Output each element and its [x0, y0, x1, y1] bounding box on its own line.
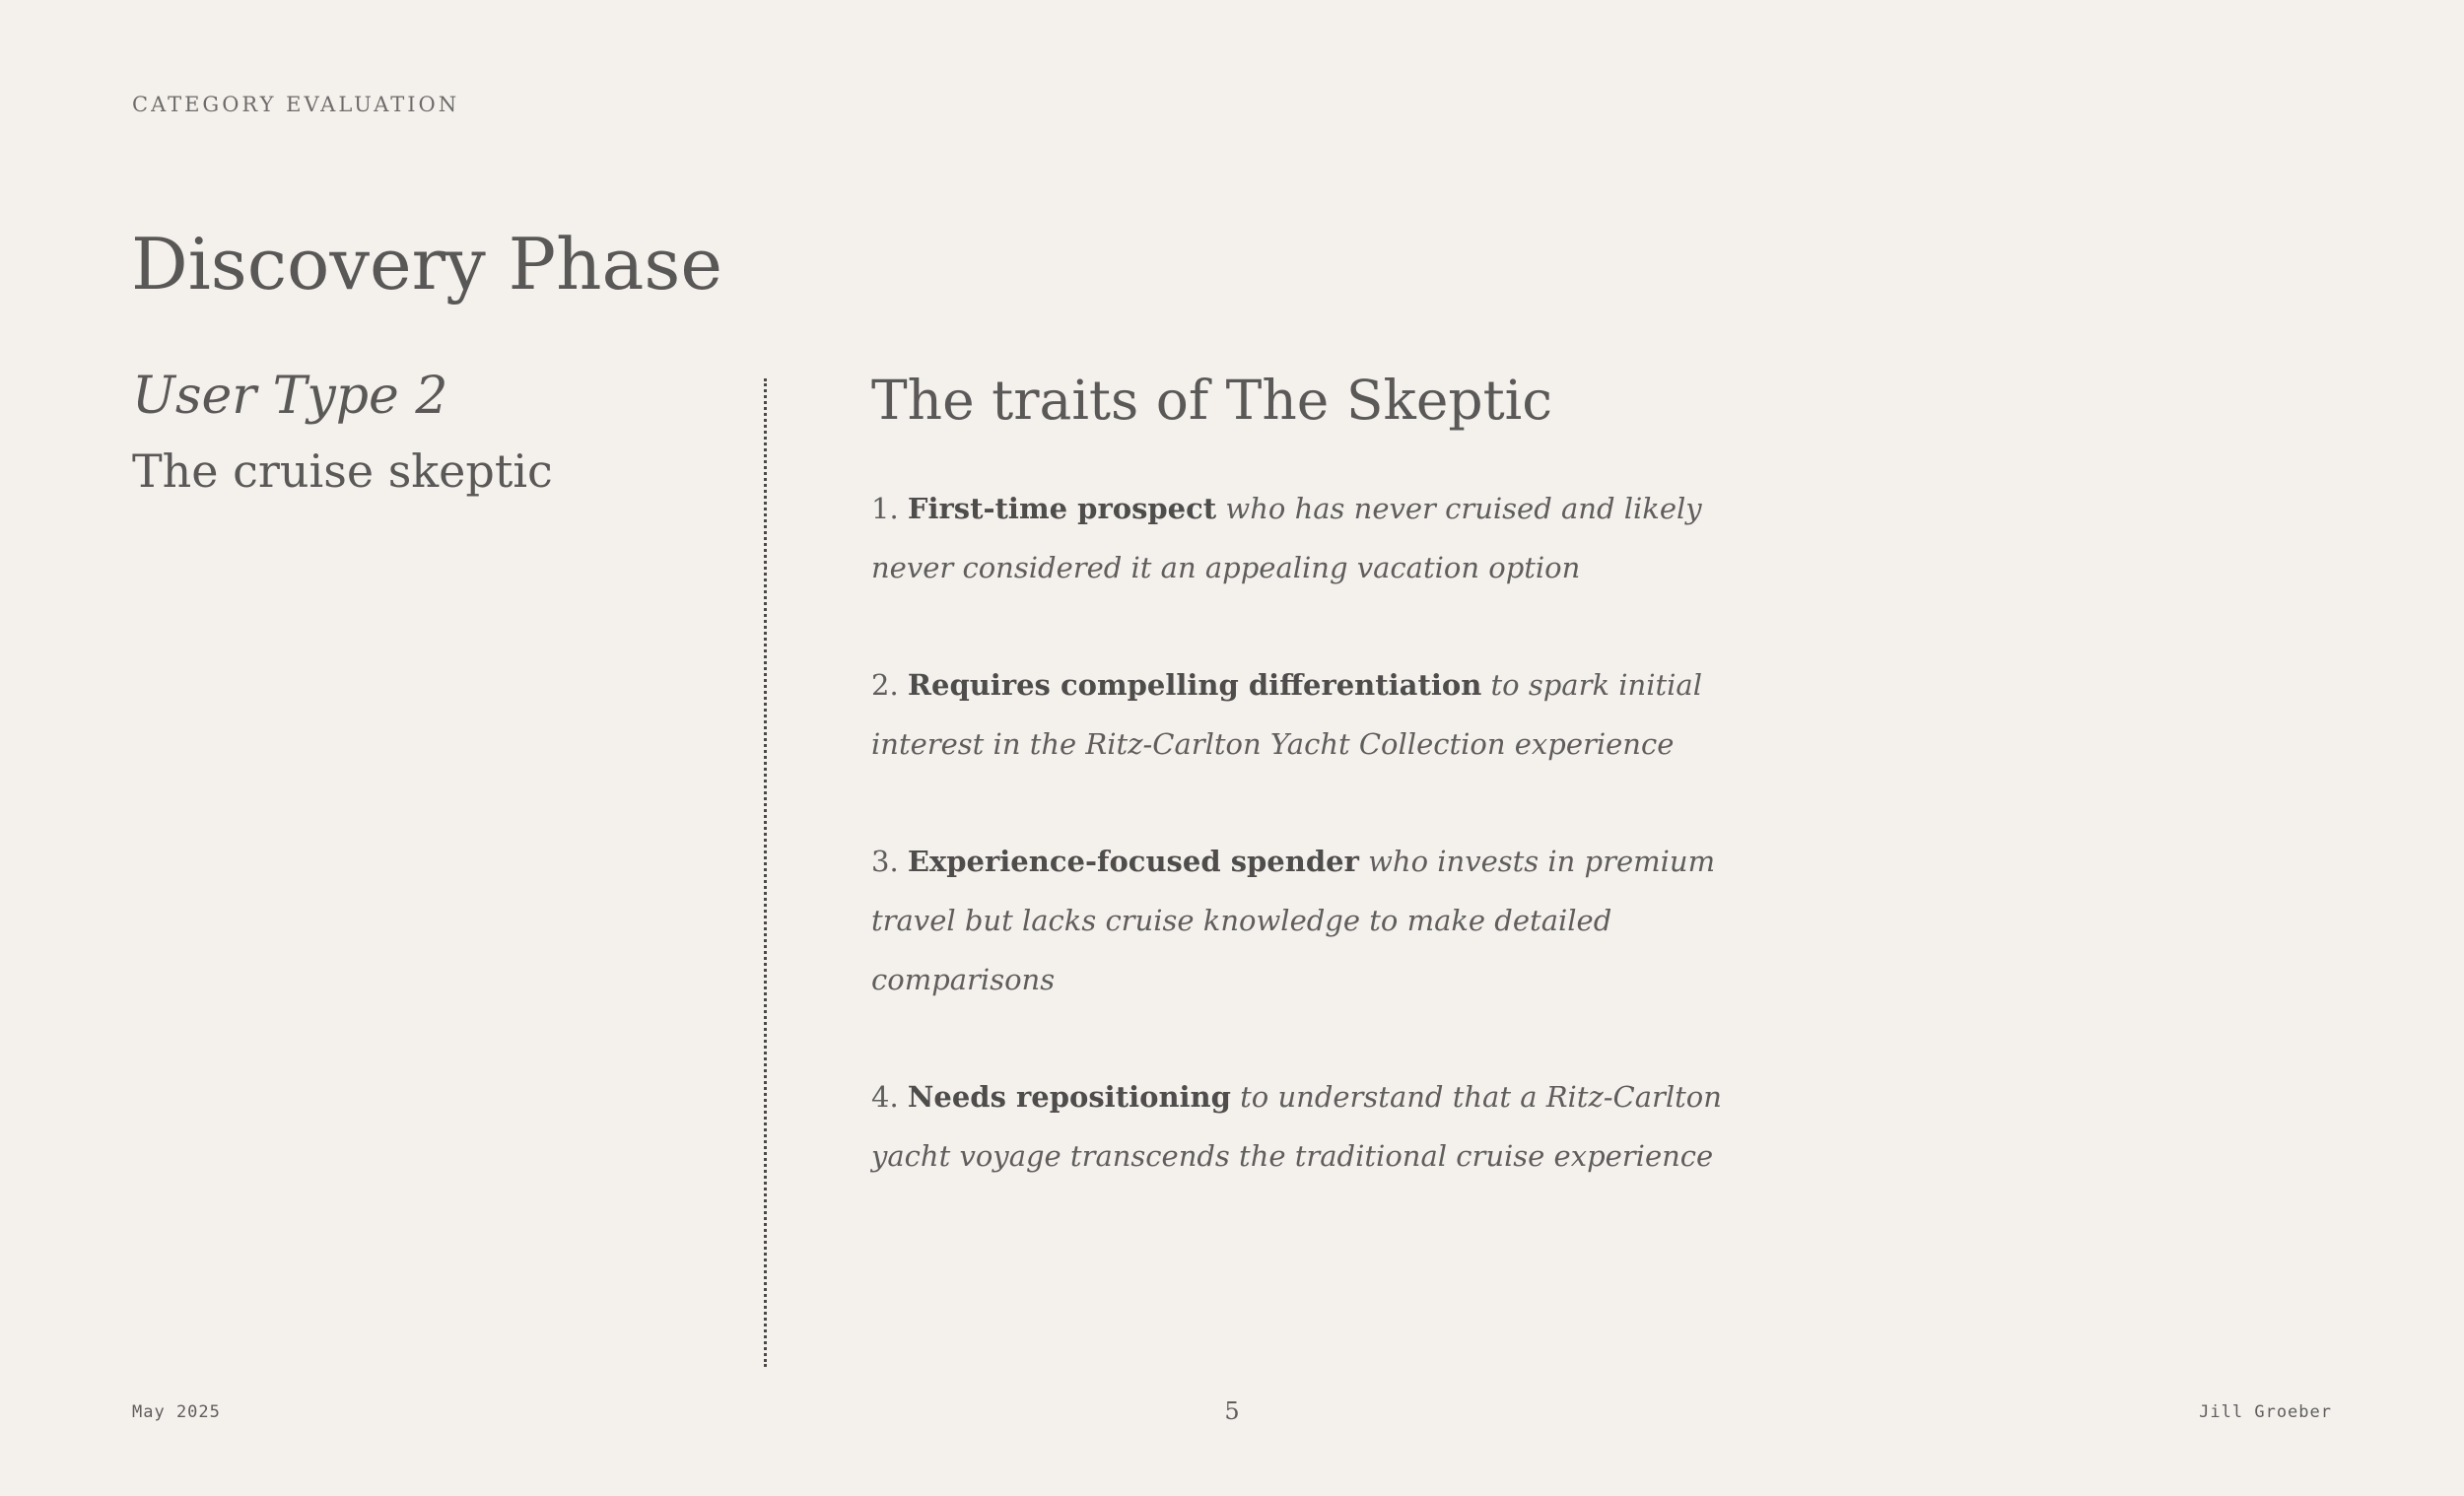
footer-date: May 2025 [132, 1402, 221, 1422]
trait-number: 4. [871, 1080, 899, 1114]
footer-author: Jill Groeber [2199, 1402, 2332, 1422]
page-number: 5 [1224, 1397, 1240, 1425]
user-type-panel [132, 365, 723, 501]
trait-text: to spark initial interest in the Ritz-Carlton Yacht Collection experience [871, 668, 1702, 761]
traits-list [871, 479, 1857, 1186]
page-title: Discovery Phase [131, 223, 722, 306]
trait-text: who invests in premium travel but lacks cruise knowledge to make detailed comparisons [871, 845, 1716, 996]
dotted-divider [764, 378, 767, 1367]
user-type-name: The cruise skeptic [132, 444, 553, 498]
user-type-label: User Type 2 [132, 367, 448, 426]
trait-item [871, 832, 1778, 1009]
trait-text: who has never cruised and likely never considered it an appealing vacation option [871, 492, 1702, 584]
trait-number: 3. [871, 845, 899, 878]
traits-panel [871, 367, 1857, 1244]
trait-emphasis: Requires compelling differentiation [907, 668, 1482, 702]
trait-item [871, 655, 1778, 774]
section-eyebrow: CATEGORY EVALUATION [132, 93, 460, 116]
trait-emphasis: Experience-focused spender [907, 845, 1359, 878]
trait-item [871, 479, 1778, 597]
trait-number: 2. [871, 668, 899, 702]
trait-emphasis: First-time prospect [907, 492, 1217, 525]
traits-heading: The traits of The Skeptic [871, 369, 1553, 432]
trait-number: 1. [871, 492, 899, 525]
trait-text: to understand that a Ritz-Carlton yacht voyage transcends the traditional cruise experience [871, 1080, 1722, 1173]
trait-emphasis: Needs repositioning [907, 1080, 1231, 1114]
trait-item [871, 1067, 1778, 1186]
